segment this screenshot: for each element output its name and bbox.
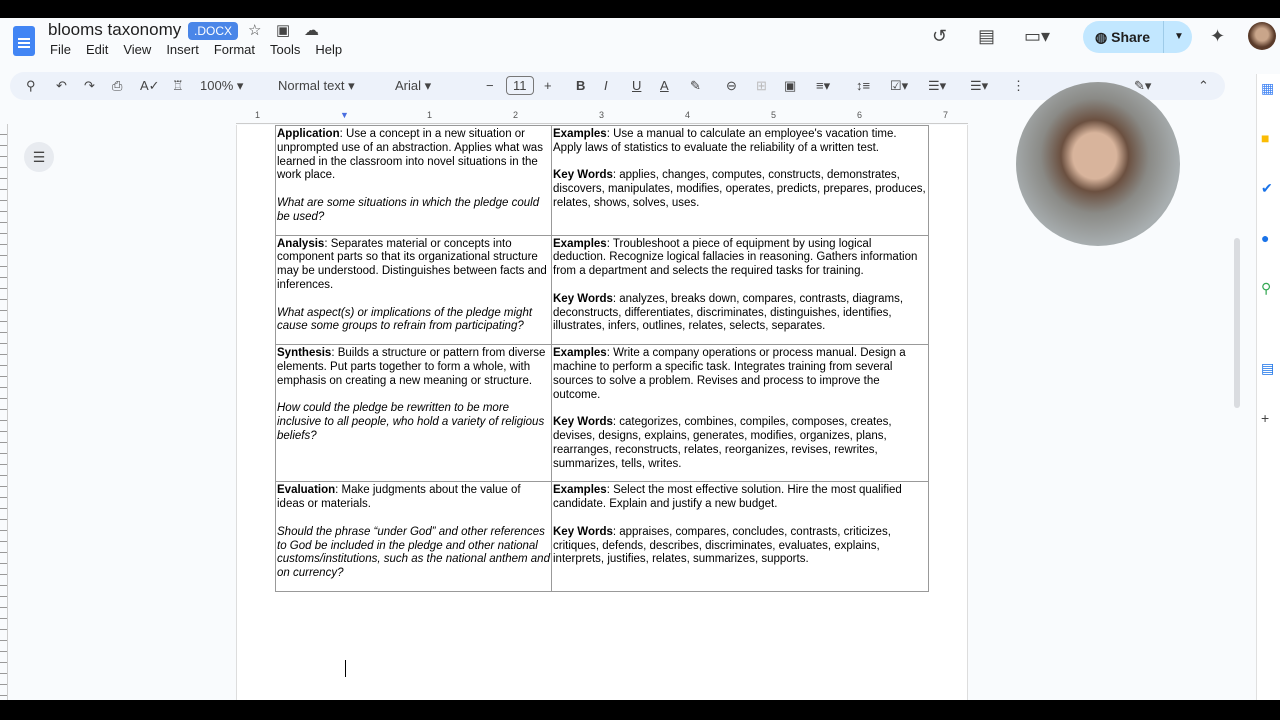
cell-paragraph xyxy=(553,238,927,279)
table-row xyxy=(276,126,929,236)
cell-paragraph xyxy=(553,293,927,334)
right-cell[interactable] xyxy=(552,482,929,592)
term-label: Examples xyxy=(553,128,607,140)
term-label: Examples xyxy=(553,484,607,497)
ruler-tick: 1 xyxy=(255,110,261,120)
document-title[interactable]: blooms taxonomy xyxy=(48,20,182,39)
font-size-input[interactable]: 11 xyxy=(506,76,534,95)
cloud-status-icon[interactable]: ☁ xyxy=(304,22,319,39)
ruler-tick: 3 xyxy=(599,110,605,120)
table-row xyxy=(276,482,929,592)
more-options-icon[interactable]: ⋮ xyxy=(1012,78,1025,93)
left-cell[interactable] xyxy=(276,126,552,236)
term-text: : analyzes, breaks down, compares, contrasts, diagrams, deconstructs, differentiates, discriminates, distinguishes, identifies, illustrates, infers, outlines, relates, selects, separates. xyxy=(553,292,904,333)
decrease-font-size-icon[interactable]: − xyxy=(486,78,494,93)
ruler-tick: 1 xyxy=(427,110,433,120)
version-history-icon[interactable]: ↺ xyxy=(932,26,948,46)
scrollbar[interactable] xyxy=(1234,238,1240,408)
menu-tools[interactable]: Tools xyxy=(270,42,301,57)
docx-badge: .DOCX xyxy=(188,22,238,40)
comments-icon[interactable]: ▤ xyxy=(978,26,996,46)
term-label: Key Words xyxy=(553,292,613,305)
ruler-tick: 4 xyxy=(685,110,691,120)
cell-paragraph xyxy=(277,484,550,512)
cell-paragraph xyxy=(277,347,550,388)
tasks-icon[interactable]: ✔ xyxy=(1261,180,1273,196)
left-cell[interactable] xyxy=(276,482,552,592)
keep-icon[interactable]: ■ xyxy=(1261,130,1270,146)
term-text: : Troubleshoot a piece of equipment by using logical deduction. Recognize logical fallacies in reasoning. Gathers information from a department and selects the required tasks for training. xyxy=(553,237,918,278)
line-spacing-icon[interactable]: ↕≡ xyxy=(856,78,871,93)
term-label: Key Words xyxy=(553,169,613,182)
term-label: Analysis xyxy=(277,237,325,250)
cell-paragraph xyxy=(553,526,927,567)
cell-paragraph xyxy=(277,526,550,581)
left-cell[interactable] xyxy=(276,235,552,345)
right-cell[interactable] xyxy=(552,235,929,345)
question-text: How could the pledge be rewritten to be more inclusive to all people, who hold a variety of religious beliefs? xyxy=(277,402,545,442)
horizontal-ruler[interactable] xyxy=(236,110,968,124)
term-label: Evaluation xyxy=(277,484,336,497)
link-icon[interactable]: ⊖ xyxy=(726,78,737,93)
cell-paragraph xyxy=(553,347,927,402)
print-icon[interactable]: ⎙ xyxy=(112,78,123,93)
menu-view[interactable]: View xyxy=(123,42,152,57)
blooms-table xyxy=(275,125,929,592)
cell-paragraph xyxy=(277,197,550,225)
right-cell[interactable] xyxy=(552,345,929,482)
cell-paragraph xyxy=(277,307,550,335)
term-label: Key Words xyxy=(553,416,613,429)
italic-icon[interactable]: I xyxy=(604,78,608,93)
term-text: : Use a manual to calculate an employee's vacation time. Apply laws of statistics to evaluate the reliability of a written test. xyxy=(553,128,897,154)
term-text: : Use a concept in a new situation or unprompted use of an abstraction. Applies what was learned in the classroom into novel situations in the work place. xyxy=(277,128,543,182)
contacts-icon[interactable]: ● xyxy=(1261,230,1270,246)
underline-icon[interactable]: U xyxy=(632,78,642,93)
move-folder-icon[interactable]: ▣ xyxy=(276,22,291,39)
zoom-value: 100% xyxy=(200,78,234,93)
term-label: Application xyxy=(277,128,340,140)
paint-format-icon[interactable]: ♖ xyxy=(172,78,184,93)
menu-bar xyxy=(50,42,342,57)
globe-icon: ◍ xyxy=(1095,29,1112,45)
indent-marker-icon[interactable]: ▼ xyxy=(340,110,349,120)
document-outline-icon[interactable]: ☰ xyxy=(24,142,54,172)
term-text: : Write a company operations or process manual. Design a machine to perform a specific task. Integrates training from several sources to solve a problem. Revises and process to improve the outcome. xyxy=(553,347,906,401)
font-value: Arial xyxy=(395,78,422,93)
webcam-overlay xyxy=(1016,82,1180,246)
share-button[interactable] xyxy=(1083,21,1192,53)
side-panel xyxy=(1256,74,1280,700)
add-comment-icon[interactable]: ⊞ xyxy=(756,78,767,93)
menu-file[interactable]: File xyxy=(50,42,71,57)
menu-help[interactable]: Help xyxy=(315,42,343,57)
gemini-icon[interactable]: ✦ xyxy=(1210,26,1226,46)
bulleted-list-icon[interactable]: ☰▾ xyxy=(928,78,947,93)
redo-icon[interactable]: ↷ xyxy=(84,78,95,93)
cell-paragraph xyxy=(553,169,927,210)
zoom-select[interactable]: 100% ▾ xyxy=(200,78,244,93)
share-label: Share xyxy=(1111,29,1151,45)
docs-logo-icon[interactable] xyxy=(13,26,35,56)
question-text: What aspect(s) or implications of the pledge might cause some groups to refrain from participating? xyxy=(277,306,533,333)
style-select[interactable]: Normal text ▾ xyxy=(278,78,355,93)
ruler-tick: 5 xyxy=(771,110,777,120)
star-icon[interactable]: ☆ xyxy=(248,22,262,39)
ruler-tick: 2 xyxy=(513,110,519,120)
text-color-icon[interactable]: A xyxy=(660,78,669,93)
cell-paragraph xyxy=(553,416,927,471)
left-cell[interactable] xyxy=(276,345,552,482)
align-icon[interactable]: ≡▾ xyxy=(816,78,831,93)
meet-icon[interactable]: ▭▾ xyxy=(1024,26,1051,46)
table-row xyxy=(276,345,929,482)
ruler-tick: 7 xyxy=(943,110,949,120)
calendar-icon[interactable]: ▦ xyxy=(1261,80,1275,96)
maps-icon[interactable]: ⚲ xyxy=(1261,280,1272,296)
get-addons-icon[interactable]: + xyxy=(1261,410,1270,426)
increase-font-size-icon[interactable]: + xyxy=(544,78,552,93)
vertical-ruler[interactable] xyxy=(0,124,8,700)
term-text: : Make judgments about the value of ideas or materials. xyxy=(277,484,521,511)
collapse-toolbar-icon[interactable]: ⌃ xyxy=(1198,78,1209,93)
question-text: What are some situations in which the pledge could be used? xyxy=(277,196,540,223)
question-text: Should the phrase “under God” and other references to God be included in the pledge and other national customs/institutions, such as the national anthem and on currency? xyxy=(277,525,550,580)
menu-format[interactable]: Format xyxy=(213,42,255,57)
toolbar xyxy=(10,72,1225,100)
cell-paragraph xyxy=(553,128,927,156)
checklist-icon[interactable]: ☑▾ xyxy=(890,78,909,93)
undo-icon[interactable]: ↶ xyxy=(56,78,67,93)
share-dropdown-icon[interactable]: ▼ xyxy=(1174,31,1184,42)
cell-paragraph xyxy=(277,128,550,183)
menu-edit[interactable]: Edit xyxy=(85,42,109,57)
term-label: Examples xyxy=(553,347,607,360)
header xyxy=(0,18,1280,68)
term-label: Key Words xyxy=(553,525,613,538)
table-row xyxy=(276,235,929,345)
term-label: Synthesis xyxy=(277,347,332,360)
insert-image-icon[interactable]: ▣ xyxy=(784,78,797,93)
style-value: Normal text xyxy=(278,78,345,93)
google-docs-window xyxy=(0,18,1280,700)
term-text: : appraises, compares, concludes, contrasts, criticizes, critiques, defends, describes, discriminates, evaluates, explains, interprets, justifies, relates, summarizes, supports. xyxy=(553,525,891,566)
term-label: Examples xyxy=(553,237,607,250)
menu-insert[interactable]: Insert xyxy=(166,42,199,57)
term-text: : applies, changes, computes, constructs, demonstrates, discovers, manipulates, modifies, operates, predicts, prepares, produces, relates, shows, solves, uses. xyxy=(553,169,926,209)
editing-mode-icon[interactable]: ✎▾ xyxy=(1134,78,1152,93)
avatar[interactable] xyxy=(1248,22,1276,50)
document-page[interactable] xyxy=(236,125,968,700)
cell-paragraph xyxy=(277,402,550,443)
numbered-list-icon[interactable]: ☰▾ xyxy=(970,78,989,93)
font-select[interactable]: Arial ▾ xyxy=(395,78,432,93)
search-menus-icon[interactable]: ⚲ xyxy=(26,78,36,93)
bold-icon[interactable]: B xyxy=(576,78,586,93)
term-text: : categorizes, combines, compiles, composes, creates, devises, designs, explains, generates, modifies, organizes, plans, rearranges, reconstructs, relates, reorganizes, revises, rewrites, summarizes, tells, writes. xyxy=(553,416,892,470)
term-text: : Builds a structure or pattern from diverse elements. Put parts together to form a whole, with emphasis on creating a new meaning or structure. xyxy=(277,347,546,387)
term-text: : Separates material or concepts into component parts so that its organizational structure may be understood. Distinguishes between facts and inferences. xyxy=(277,237,547,291)
text-cursor xyxy=(345,660,346,677)
spellcheck-icon[interactable]: A✓ xyxy=(140,78,160,93)
right-cell[interactable] xyxy=(552,126,929,236)
term-text: : Select the most effective solution. Hire the most qualified candidate. Explain and justify a new budget. xyxy=(553,484,902,511)
cell-paragraph xyxy=(553,484,927,512)
ruler-tick: 6 xyxy=(857,110,863,120)
highlight-icon[interactable]: ✎ xyxy=(690,78,701,93)
addon-icon[interactable]: ▤ xyxy=(1261,360,1275,376)
cell-paragraph xyxy=(277,238,550,293)
